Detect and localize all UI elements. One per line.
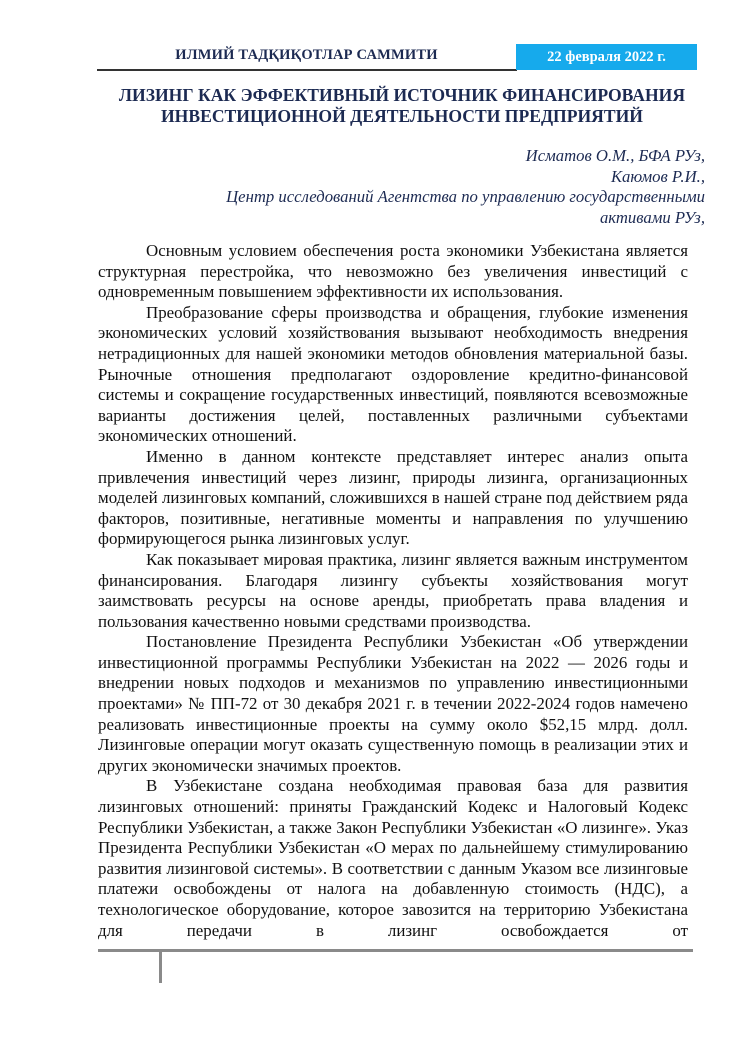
author-line: Каюмов Р.И., [610, 166, 705, 186]
article-title-line: ИНВЕСТИЦИОННОЙ ДЕЯТЕЛЬНОСТИ ПРЕДПРИЯТИЙ [161, 106, 643, 126]
author-affiliation-line: Центр исследований Агентства по управлению государственными [226, 187, 705, 206]
paragraph: Как показывает мировая практика, лизинг является важным инструментом финансирования. Благодаря лизингу субъекты хозяйствования могут заимствовать ресурсы на основе аренды, приобретать права владения и пользования качественно новыми средствами производства. [98, 549, 688, 631]
paragraph: Именно в данном контексте представляет интерес анализ опыта привлечения инвестиций через лизинг, природы лизинга, организационных моделей лизинговых компаний, сложившихся в нашей стране под действием ряда факторов, позитивные, негативные моменты и направления по улучшению формирующегося рынка лизинговых услуг. [98, 446, 688, 549]
article-body [98, 241, 688, 941]
issue-date-badge: 22 февраля 2022 г. [516, 44, 697, 70]
paragraph: Основным условием обеспечения роста экономики Узбекистана является структурная перестройка, что невозможно без увеличения инвестиций с одновременным повышением эффективности их использования. [98, 241, 688, 302]
journal-title: ИЛМИЙ ТАДҚИҚОТЛАР САММИТИ [175, 47, 438, 63]
paragraph: В Узбекистане создана необходимая правовая база для развития лизинговых отношений: приняты Гражданский Кодекс и Налоговый Кодекс Республики Узбекистан, а также Закон Республики Узбекистан «О лизинге». Указ Президента Республики Узбекистан «О мерах по дальнейшему стимулированию развития лизинговой системы». В соответствии с данным Указом все лизинговые платежи освобождены от налога на добавленную стоимость (НДС), а технологическое оборудование, которое завозится на территорию Узбекистана для передачи в лизинг освобождается от [98, 776, 688, 940]
footer-page-marker [159, 950, 162, 983]
footer-divider [98, 949, 693, 952]
author-line: Исматов О.М., БФА РУз, [525, 146, 705, 165]
author-affiliation-line: активами РУз, [599, 207, 705, 227]
paragraph: Постановление Президента Республики Узбекистан «Об утверждении инвестиционной программы Республики Узбекистан на 2022 — 2026 годы и внедрении новых подходов и механизмов по управлению инвестиционными проектами» № ПП-72 от 30 декабря 2021 г. в течении 2022-2024 годов намечено реализовать инвестиционные проекты на сумму около $52,15 млрд. долл. Лизинговые операции могут оказать существенную помощь в реализации этих и других экономически значимых проектов. [98, 632, 688, 775]
article-title [96, 85, 708, 127]
article-title-line: ЛИЗИНГ КАК ЭФФЕКТИВНЫЙ ИСТОЧНИК ФИНАНСИРОВАНИЯ [118, 85, 686, 105]
paragraph: Преобразование сферы производства и обращения, глубокие изменения экономических условий хозяйствования вызывают необходимость внедрения нетрадиционных для нашей экономики методов обновления материальной базы. Рыночные отношения предполагают оздоровление кредитно-финансовой системы и сокращение государственных инвестиций, появляются всевозможные варианты достижения целей, поставленных различными субъектами экономических отношений. [98, 302, 688, 446]
header-divider [97, 69, 517, 71]
author-block [145, 146, 705, 228]
